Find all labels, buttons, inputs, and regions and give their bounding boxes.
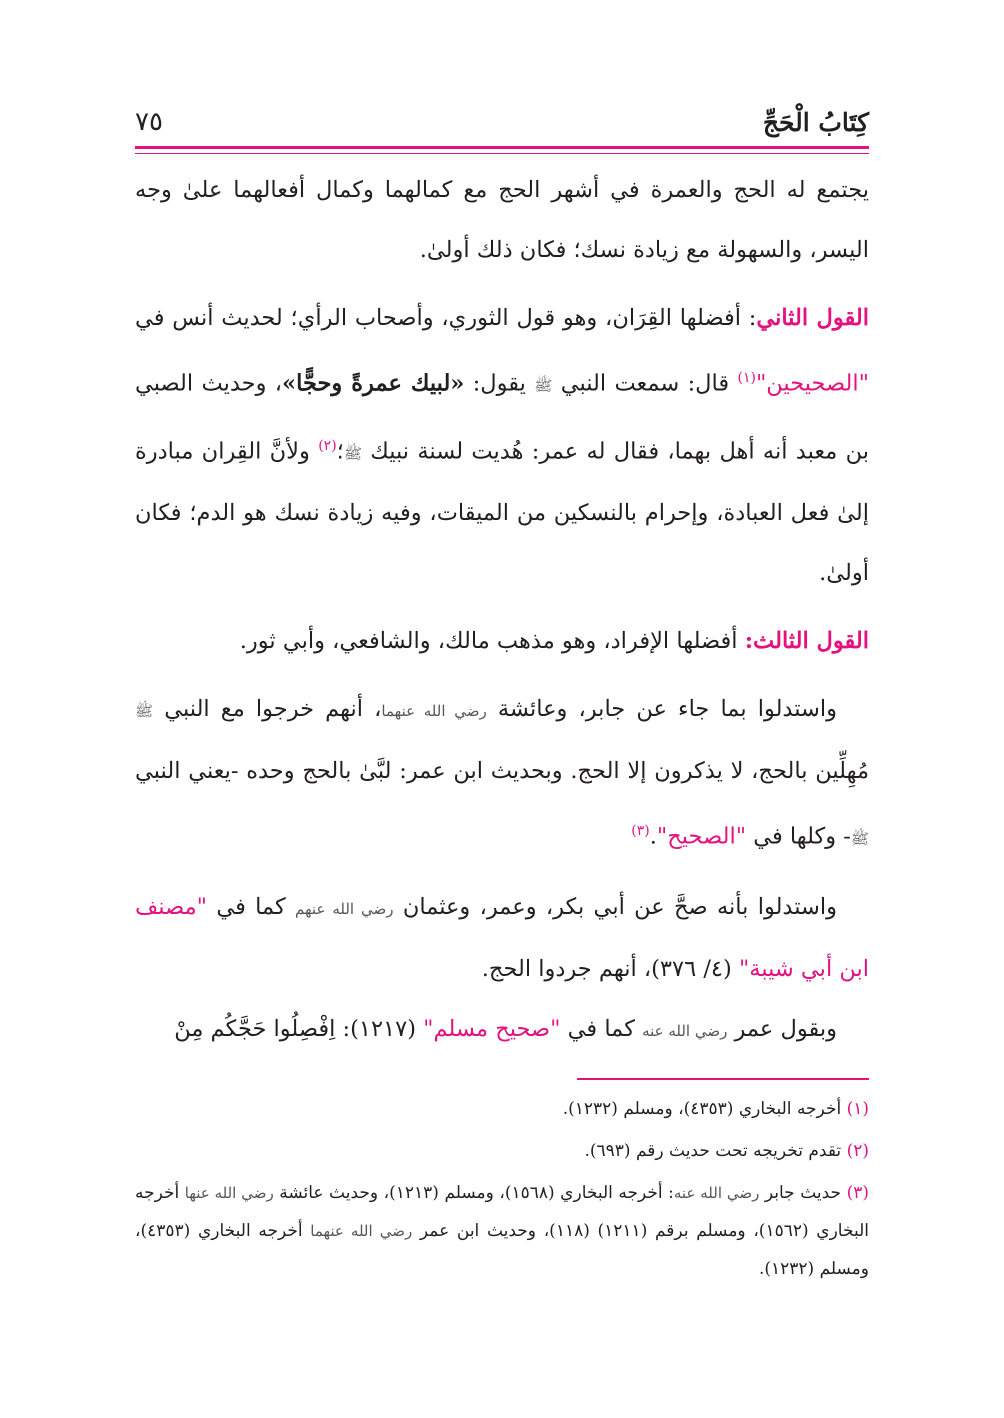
text-run: (٤/ ٣٧٦)، أنهم جردوا الحج. xyxy=(481,955,739,982)
text-run: ولأنَّ القِران مبادرة إلىٰ فعل العبادة، وإحرام بالنسكين من الميقات، وفيه زيادة نسك هو الدم؛ فكان أولىٰ. xyxy=(135,438,869,586)
text-run: وبقول عمر xyxy=(727,1015,837,1042)
book-reference: "الصحيح" xyxy=(656,823,747,850)
paragraph-3 xyxy=(135,611,869,671)
text-run: - وكلها في xyxy=(746,823,851,850)
salla-honorific: ﷺ xyxy=(343,444,362,462)
text-run: قال: سمعت النبي xyxy=(552,370,738,397)
footnote-number: (٢) xyxy=(846,1141,869,1161)
radi-honorific: رضي الله عنه xyxy=(642,1021,728,1040)
text-run: مُهِلِّين بالحج، لا يذكرون إلا الحج. وبحديث ابن عمر: لبَّىٰ بالحج وحده -يعني النبي xyxy=(135,758,869,784)
radi-honorific: رضي الله عنه xyxy=(673,1184,760,1202)
text-run: أفضلها الإفراد، وهو مذهب مالك، والشافعي، وأبي ثور. xyxy=(239,628,745,654)
main-text xyxy=(135,160,869,1061)
salla-honorific: ﷺ xyxy=(135,702,154,720)
section-term: القول الثالث: xyxy=(744,628,869,654)
footnote-separator xyxy=(577,1078,869,1080)
text-run: كما في xyxy=(207,893,296,920)
paragraph-6 xyxy=(135,999,869,1061)
text-run: (١٢١٧): اِفْصِلُوا حَجَّكُم مِنْ xyxy=(174,1015,424,1042)
paragraph-2 xyxy=(135,288,869,603)
footnote-text: : أخرجه البخاري (١٥٦٨)، ومسلم (١٢١٣)، وحديث عائشة xyxy=(273,1183,674,1203)
footnote-text: حديث جابر xyxy=(759,1183,847,1203)
header-rule-thin xyxy=(135,153,869,154)
paragraph-4 xyxy=(135,679,869,869)
text-run: واستدلوا بأنه صحَّ عن أبي بكر، وعمر، وعثمان xyxy=(393,893,838,920)
book-reference: "صحيح مسلم" xyxy=(423,1015,561,1042)
hadith-quote: «لبيك عمرةً وحجًّا» xyxy=(282,370,465,397)
footnote-number: (٣) xyxy=(846,1183,869,1203)
radi-honorific: رضي الله عنهما xyxy=(310,1222,413,1240)
footnote-3 xyxy=(135,1174,869,1288)
book-title: كِتَابُ الْحَجِّ xyxy=(762,107,869,137)
text-run: يقول: xyxy=(464,370,535,397)
footnote-marker[interactable]: (٢) xyxy=(318,437,337,454)
text-run: واستدلوا بما جاء عن جابر، وعائشة xyxy=(486,696,837,722)
footnote-text: أخرجه البخاري (٤٣٥٣)، ومسلم (١٢٣٢). xyxy=(562,1099,847,1119)
salla-honorific: ﷺ xyxy=(534,376,553,395)
text-run: ؛ xyxy=(336,438,344,464)
footnote-1 xyxy=(135,1090,869,1128)
text-run: ، وحديث الصبي بن معبد أنه أهل بهما، فقال له عمر: هُديت لسنة نبيك xyxy=(135,370,869,464)
book-reference: "الصحيحين" xyxy=(755,370,870,397)
page-header xyxy=(135,98,869,146)
footnote-text: تقدم تخريجه تحت حديث رقم (٦٩٣). xyxy=(584,1141,847,1161)
radi-honorific: رضي الله عنها xyxy=(184,1184,274,1202)
footnotes xyxy=(135,1090,869,1292)
footnote-text: أخرجه البخاري (١٥٦٢)، ومسلم برقم (١٢١١) (١١٨)، وحديث ابن عمر xyxy=(135,1183,869,1241)
radi-honorific: رضي الله عنهما xyxy=(381,702,487,720)
section-term: القول الثاني xyxy=(756,305,869,331)
header-rule-thick xyxy=(135,146,869,149)
text-run: ، أنهم خرجوا مع النبي xyxy=(153,696,382,722)
paragraph-1: يجتمع له الحج والعمرة في أشهر الحج مع كمالهما وكمال أفعالهما علىٰ وجه اليسر، والسهولة مع زيادة نسك؛ فكان ذلك أولىٰ. xyxy=(135,177,869,263)
page-number: ٧٥ xyxy=(135,107,163,137)
text-run: كما في xyxy=(560,1015,643,1042)
book-reference: "مصنف ابن أبي شيبة" xyxy=(135,893,869,982)
footnote-2 xyxy=(135,1132,869,1170)
radi-honorific: رضي الله عنهم xyxy=(295,899,394,918)
footnote-marker[interactable]: (٣) xyxy=(631,823,650,839)
footnote-number: (١) xyxy=(846,1099,869,1119)
text-run: . xyxy=(649,823,657,850)
salla-honorific: ﷺ xyxy=(850,829,869,848)
paragraph-5 xyxy=(135,877,869,999)
footnote-marker[interactable]: (١) xyxy=(737,370,756,386)
footnote-text: أخرجه البخاري (٤٣٥٣)، ومسلم (١٢٣٢). xyxy=(135,1221,869,1279)
text-run: : أفضلها القِرَان، وهو قول الثوري، وأصحاب الرأي؛ لحديث أنس في xyxy=(135,305,757,331)
